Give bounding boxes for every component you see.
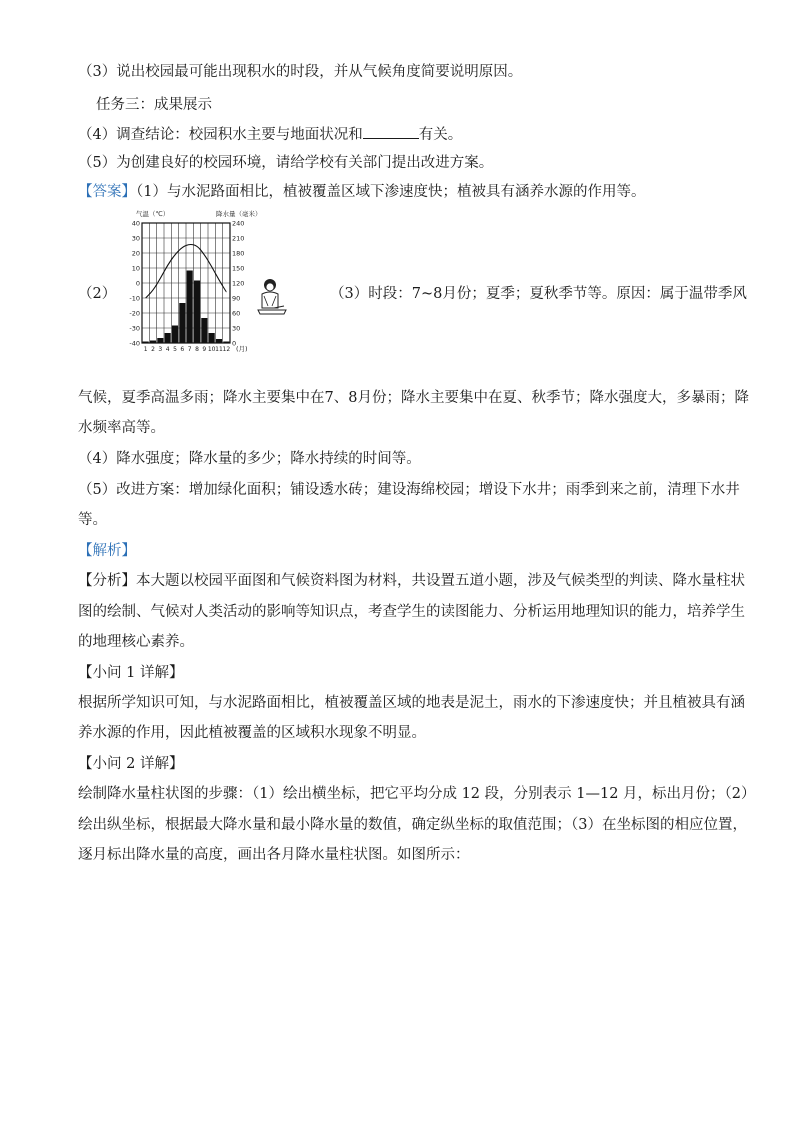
precip-bar bbox=[143, 342, 149, 344]
month-label: 9 bbox=[202, 346, 207, 353]
precip-bar bbox=[209, 333, 215, 343]
fill-blank bbox=[363, 124, 419, 139]
temp-tick-label: 40 bbox=[131, 219, 140, 228]
temp-tick-label: -20 bbox=[129, 309, 140, 318]
temp-tick-label: 30 bbox=[131, 234, 140, 243]
analysis-line-3: 的地理核心素养。 bbox=[78, 634, 194, 650]
answer-1 bbox=[78, 182, 645, 202]
precip-bar bbox=[179, 303, 185, 343]
month-label: 8 bbox=[195, 346, 199, 353]
month-label: 2 bbox=[151, 346, 155, 353]
month-label: 3 bbox=[158, 346, 163, 353]
precip-bar bbox=[150, 341, 156, 344]
precip-bar bbox=[223, 342, 229, 344]
question-4-suffix: 有关。 bbox=[418, 127, 463, 143]
precip-bar bbox=[187, 271, 193, 344]
temp-tick-label: -10 bbox=[129, 294, 140, 303]
analysis-line-1: 【分析】本大题以校园平面图和气候资料图为材料，共设置五道小题，涉及气候类型的判读、降水量柱状 bbox=[78, 573, 745, 589]
precip-bar bbox=[157, 338, 163, 343]
sub-question-1-title: 【小问 1 详解】 bbox=[78, 665, 184, 681]
precip-tick-label: 210 bbox=[232, 234, 245, 243]
question-5: （5）为创建良好的校园环境，请给学校有关部门提出改进方案。 bbox=[78, 155, 494, 171]
question-4 bbox=[78, 124, 462, 145]
precip-tick-label: 240 bbox=[232, 219, 245, 228]
precip-tick-label: 180 bbox=[232, 249, 245, 258]
precip-axis-title: 降水量（毫米） bbox=[216, 210, 262, 218]
question-4-text: （4）调查结论：校园积水主要与地面状况和 bbox=[78, 127, 363, 143]
temp-tick-label: 10 bbox=[131, 264, 140, 273]
sub-question-2-line-3: 逐月标出降水量的高度，画出各月降水量柱状图。如图所示： bbox=[78, 847, 470, 863]
task-3-heading: 任务三：成果展示 bbox=[96, 97, 212, 113]
analysis-line-2: 图的绘制、气候对人类活动的影响等知识点，考查学生的读图能力、分析运用地理知识的能力，培养学生 bbox=[78, 604, 745, 620]
answer-3-cont-1: 气候，夏季高温多雨；降水主要集中在7、8月份；降水主要集中在夏、秋季节；降水强度大，多暴雨；降 bbox=[78, 390, 749, 406]
temp-tick-label: -40 bbox=[129, 339, 140, 348]
answer-5: （5）改进方案：增加绿化面积；铺设透水砖；建设海绵校园；增设下水井；雨季到来之前，清理下水井 bbox=[78, 482, 740, 498]
sub-question-1-line-2: 养水源的作用，因此植被覆盖的区域积水现象不明显。 bbox=[78, 725, 426, 741]
sub-question-2-line-1: 绘制降水量柱状图的步骤：（1）绘出横坐标，把它平均分成 12 段，分别表示 1—12 月，标出月份；（2） bbox=[78, 786, 756, 802]
sub-question-2-line-2: 绘出纵坐标，根据最大降水量和最小降水量的数值，确定纵坐标的取值范围；（3）在坐标图的相应位置， bbox=[78, 817, 747, 833]
answer-1-text: （1）与水泥路面相比，植被覆盖区域下渗速度快；植被具有涵养水源的作用等。 bbox=[136, 184, 646, 200]
precip-bar bbox=[216, 339, 222, 343]
temp-tick-label: -30 bbox=[129, 324, 140, 333]
precip-bar bbox=[194, 281, 200, 344]
month-label: 11 bbox=[215, 346, 223, 353]
answer-2-label: （2） bbox=[78, 286, 117, 302]
precip-bar bbox=[201, 318, 207, 343]
sub-question-1-line-1: 根据所学知识可知，与水泥路面相比，植被覆盖区域的地表是泥土，雨水的下渗速度快；并且植被具有涵 bbox=[78, 695, 745, 711]
precip-bar bbox=[165, 333, 171, 343]
temp-tick-label: 0 bbox=[135, 279, 140, 288]
precip-tick-label: 60 bbox=[232, 309, 241, 318]
x-unit-label: (月) bbox=[236, 345, 248, 353]
precip-tick-label: 30 bbox=[232, 324, 241, 333]
answer-tag: 【答案】 bbox=[78, 184, 136, 200]
month-label: 10 bbox=[207, 346, 216, 353]
question-3: （3）说出校园最可能出现积水的时段，并从气候角度简要说明原因。 bbox=[78, 64, 523, 80]
month-label: 5 bbox=[173, 346, 177, 353]
precip-tick-label: 120 bbox=[232, 279, 245, 288]
precip-bar bbox=[172, 326, 178, 344]
precip-tick-label: 90 bbox=[232, 294, 241, 303]
answer-5-cont: 等。 bbox=[78, 512, 107, 528]
precip-tick-label: 150 bbox=[232, 264, 245, 273]
student-figure bbox=[254, 276, 290, 320]
temp-tick-label: 20 bbox=[131, 249, 140, 258]
month-label: 6 bbox=[180, 346, 185, 353]
answer-4: （4）降水强度；降水量的多少；降水持续的时间等。 bbox=[78, 451, 421, 467]
analysis-tag: 【解析】 bbox=[78, 543, 136, 559]
month-label: 7 bbox=[187, 346, 192, 353]
sub-question-2-title: 【小问 2 详解】 bbox=[78, 756, 184, 772]
month-label: 12 bbox=[222, 346, 231, 353]
answer-3: （3）时段：7~8月份；夏季；夏秋季节等。原因：属于温带季风 bbox=[330, 286, 747, 302]
month-label: 4 bbox=[165, 346, 170, 353]
temp-axis-title: 气温（℃） bbox=[136, 210, 170, 218]
answer-3-cont-2: 水频率高等。 bbox=[78, 420, 165, 436]
precip-tick-label: 0 bbox=[232, 339, 237, 348]
month-label: 1 bbox=[143, 346, 148, 353]
